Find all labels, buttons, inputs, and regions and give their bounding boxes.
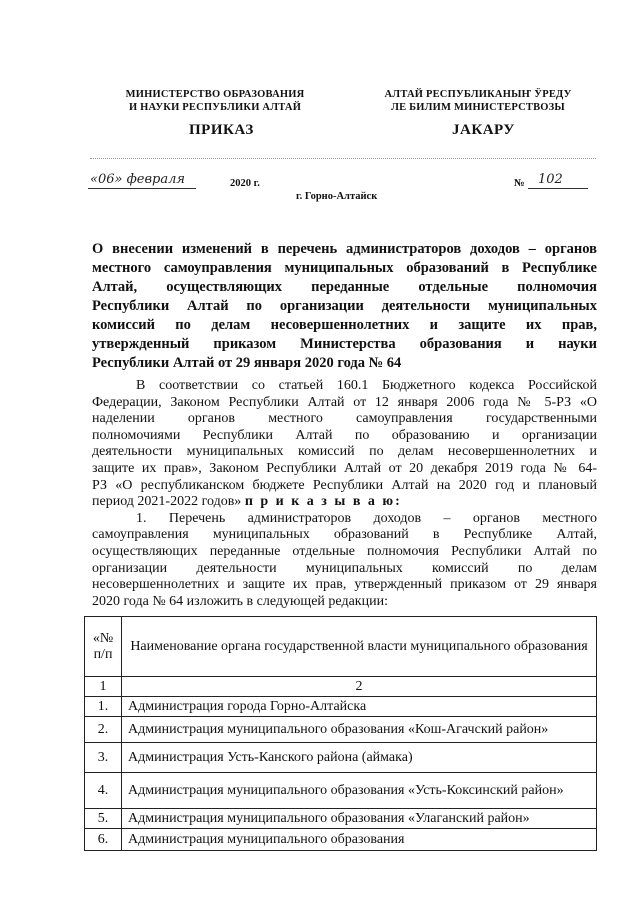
table-index-cell: 1 [85, 677, 122, 697]
table-row [85, 829, 597, 851]
ministry-name-ru-line1: МИНИСТЕРСТВО ОБРАЗОВАНИЯ [125, 89, 305, 100]
row-name: Администрация муниципального образования «Кош-Агачский район» [122, 717, 597, 743]
table-index-row [85, 677, 597, 697]
order-verb: п р и к а з ы в а ю: [244, 494, 402, 510]
row-number: 6. [85, 829, 122, 851]
preamble-line: период 2021-2022 годов» [92, 494, 242, 510]
row-name: Администрация муниципального образования «Усть-Коксинский район» [122, 773, 597, 809]
table-index-cell: 2 [122, 677, 597, 697]
ministry-name-ru-line2: И НАУКИ РЕСПУБЛИКИ АЛТАЙ [128, 102, 302, 113]
table-header-row [85, 617, 597, 677]
preamble-line: РЗ «О республиканском бюджете Республики Алтай на 2020 год и плановый [92, 477, 597, 493]
preamble-last-line [92, 494, 597, 511]
title-line: утвержденный приказом Министерства образования и науки [92, 336, 597, 352]
row-number: 3. [85, 743, 122, 773]
ministry-name-ru [120, 88, 310, 114]
order-title-ru: ПРИКАЗ [189, 122, 254, 138]
title-line: Республики Алтай по организации деятельности муниципальных [92, 298, 597, 314]
item1-line: осуществляющих переданные отдельные полномочия Республики Алтай по [92, 543, 597, 559]
preamble-line: полномочиями Республики Алтай по образованию и организации [92, 427, 597, 443]
item1-line: 2020 года № 64 изложить в следующей редакции: [92, 593, 388, 609]
preamble-line: Федерации, Законом Республики Алтай от 12 января 2006 года № 5-РЗ «О [92, 394, 597, 410]
title-line: местного самоуправления муниципальных образований в Республике [92, 260, 597, 276]
ministry-name-alt-line1: АЛТАЙ РЕСПУБЛИКАНЫҤ ӰРЕДУ [384, 89, 572, 100]
row-number: 4. [85, 773, 122, 809]
row-name: Администрация муниципального образования «Улаганский район» [122, 809, 597, 829]
preamble-line: наделении органов местного самоуправления государственными [92, 411, 597, 427]
administrators-table [84, 616, 597, 851]
ministry-name-alt-line2: ЛЕ БИЛИМ МИНИСТЕРСТВОЗЫ [391, 102, 565, 113]
table-row [85, 717, 597, 743]
title-line: Республики Алтай от 29 января 2020 года № 64 [92, 355, 402, 371]
handwritten-date: «06» февраля [90, 172, 185, 187]
title-line: Алтай, осуществляющих переданные отдельные полномочия [92, 279, 597, 295]
handwritten-number: 102 [538, 172, 563, 187]
item1-line: несовершеннолетних и защите их прав, утвержденный приказом от 29 января [92, 577, 597, 593]
table-row [85, 697, 597, 717]
row-name: Администрация муниципального образования [122, 829, 597, 851]
city: г. Горно-Алтайск [296, 191, 378, 202]
row-number: 2. [85, 717, 122, 743]
table-header-name: Наименование органа государственной власти муниципального образования [122, 617, 597, 677]
preamble-paragraph [92, 378, 597, 610]
title-line: О внесении изменений в перечень администраторов доходов – органов [92, 241, 597, 257]
table-row [85, 773, 597, 809]
number-underline [528, 188, 588, 189]
date-underline [88, 188, 196, 189]
order-year: 2020 г. [230, 178, 260, 189]
document-title [92, 240, 597, 373]
row-name: Администрация города Горно-Алтайска [122, 697, 597, 717]
number-label: № [514, 178, 525, 189]
table-row [85, 743, 597, 773]
item1-line: самоуправления муниципальных образований в Республике Алтай, [92, 527, 597, 543]
order-title-alt: JАКАРУ [452, 122, 515, 138]
row-name: Администрация Усть-Канского района (аймака) [122, 743, 597, 773]
table-row [85, 809, 597, 829]
item1-line: 1. Перечень администраторов доходов – органов местного [136, 510, 597, 526]
preamble-line: защите их прав», Законом Республики Алтай от 20 декабря 2019 года № 64- [92, 460, 597, 476]
ministry-name-alt [378, 88, 578, 114]
table-header-num: «№ п/п [85, 617, 122, 677]
row-number: 5. [85, 809, 122, 829]
preamble-line: деятельности муниципальных комиссий по делам несовершеннолетних и [92, 444, 597, 460]
item1-line: организации деятельности муниципальных комиссий по делам [92, 560, 597, 576]
preamble-line: В соответствии со статьей 160.1 Бюджетного кодекса Российской [136, 378, 597, 393]
title-line: комиссий по делам несовершеннолетних и защите их прав, [92, 317, 597, 333]
header-rule [90, 158, 596, 159]
row-number: 1. [85, 697, 122, 717]
